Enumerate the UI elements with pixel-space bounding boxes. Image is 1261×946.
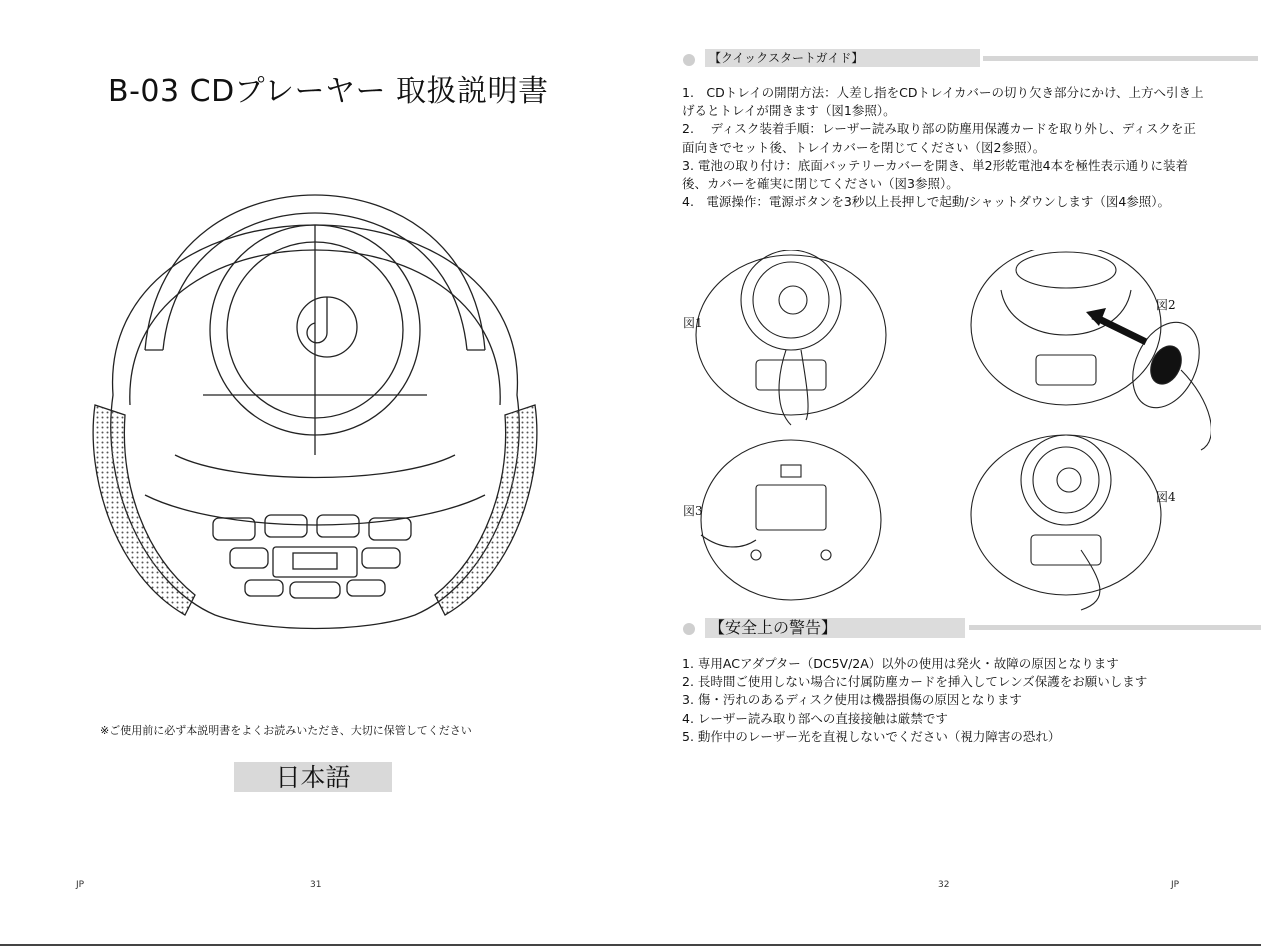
- footer-lang-left: JP: [76, 880, 85, 890]
- quickstart-heading: 【クイックスタートガイド】: [705, 49, 980, 67]
- step-item: 2. ディスク装着手順：レーザー読み取り部の防塵用保護カードを取り外し、ディスクを正面向きでセット後、トレイカバーを閉じてください（図2参照）。: [682, 121, 1196, 155]
- figures-illustration: [681, 250, 1211, 620]
- page-number-left: 31: [310, 880, 322, 890]
- document-title: B-03 CDプレーヤー 取扱説明書: [108, 74, 549, 109]
- warning-item: 4. レーザー読み取り部への直接接触は厳禁です: [682, 710, 948, 726]
- bullet-dot: [683, 54, 695, 66]
- warning-item: 5. 動作中のレーザー光を直視しないでください（視力障害の恐れ）: [682, 728, 1061, 744]
- quickstart-steps: [682, 84, 1207, 211]
- safety-heading: 【安全上の警告】: [705, 618, 965, 638]
- figure-label-2: 図2: [1156, 298, 1176, 312]
- warning-item: 2. 長時間ご使用しない場合に付属防塵カードを挿入してレンズ保護をお願いします: [682, 674, 1148, 690]
- safety-section-header: [683, 618, 1253, 640]
- footer-lang-right: JP: [1171, 880, 1180, 890]
- step-item: 1. CDトレイの開閉方法：人差し指をCDトレイカバーの切り欠き部分にかけ、上方へ引き上げるとトレイが開きます（図1参照）。: [682, 85, 1204, 119]
- safety-warnings: [682, 655, 1207, 746]
- usage-notice: ※ご使用前に必ず本説明書をよくお読みいただき、大切に保管してください: [100, 724, 472, 737]
- step-item: 3. 電池の取り付け：底面バッテリーカバーを開き、単2形乾電池4本を極性表示通りに装着後、カバーを確実に閉じてください（図3参照）。: [682, 157, 1189, 192]
- figure-label-3: 図3: [683, 504, 703, 518]
- page-number-right: 32: [938, 880, 950, 890]
- step-item: 4. 電源操作：電源ボタンを3秒以上長押しで起動/シャットダウンします（図4参照）。: [682, 194, 1171, 210]
- warning-item: 1. 専用ACアダプター（DC5V/2A）以外の使用は発火・故障の原因となります: [682, 656, 1119, 671]
- cd-player-illustration: [85, 155, 545, 635]
- heading-rule: [983, 56, 1258, 61]
- right-page: [631, 0, 1261, 946]
- warning-item: 3. 傷・汚れのあるディスク使用は機器損傷の原因となります: [682, 692, 1022, 708]
- language-label: 日本語: [234, 762, 392, 792]
- quickstart-section-header: [683, 49, 1253, 71]
- figure-label-1: 図1: [683, 316, 703, 330]
- heading-rule: [969, 625, 1261, 630]
- left-page: [0, 0, 630, 946]
- figure-label-4: 図4: [1156, 490, 1176, 504]
- bullet-dot: [683, 623, 695, 635]
- figures-area: [681, 250, 1211, 620]
